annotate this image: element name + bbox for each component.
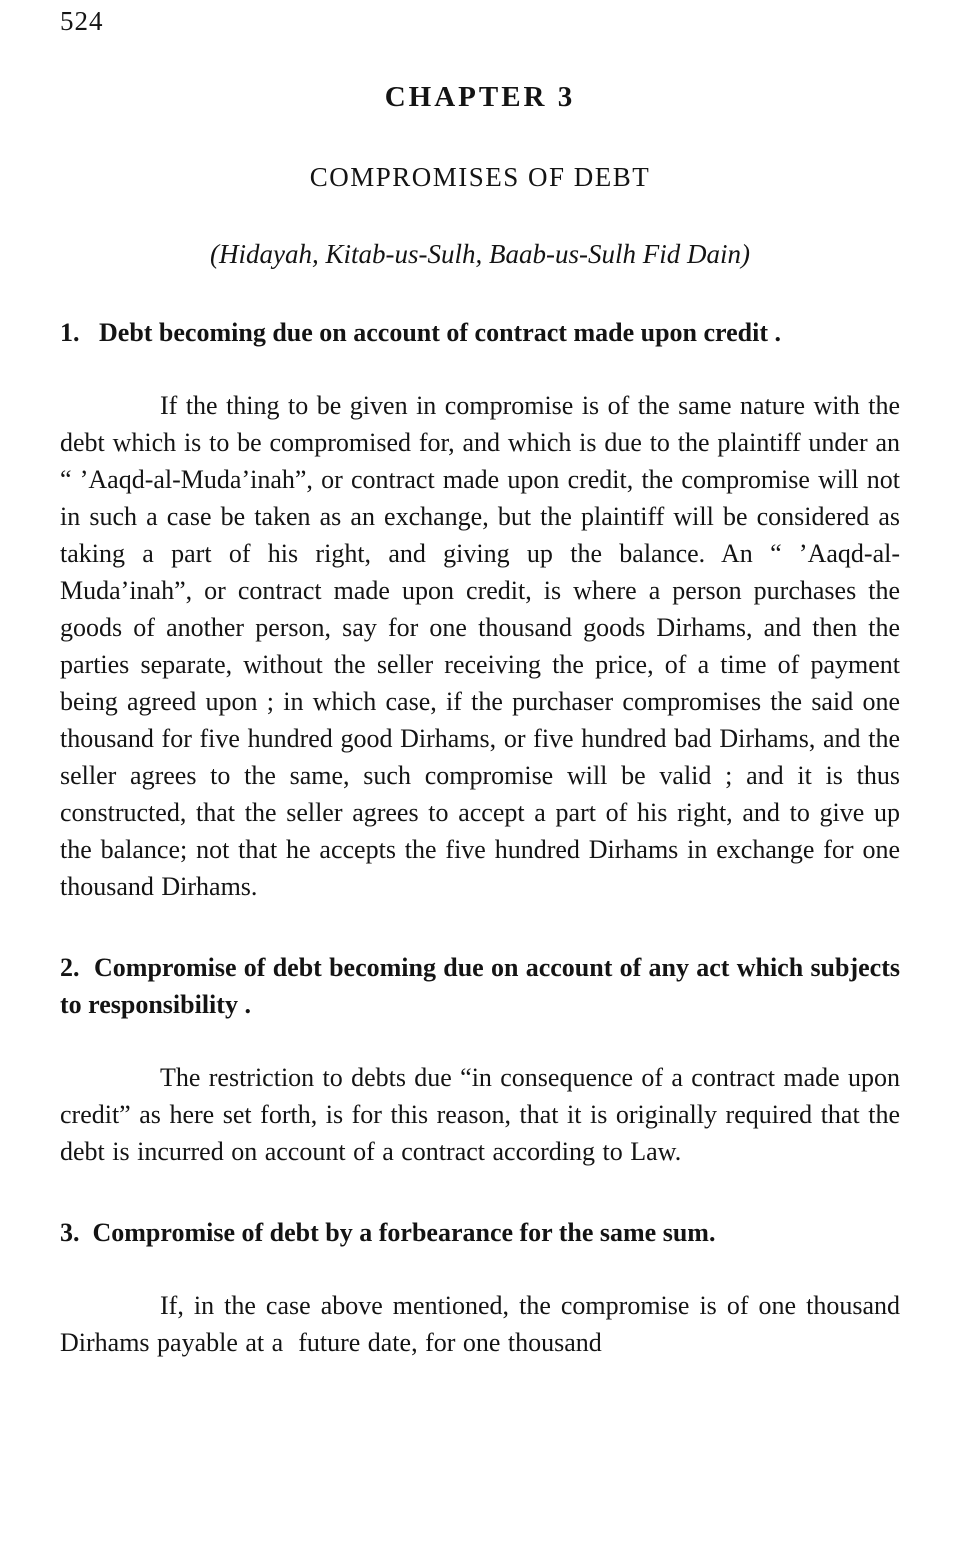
section-1 bbox=[60, 314, 900, 905]
section-1-paragraph: If the thing to be given in compromise is of the same nature with the debt which is to be compromised for, and which is due to the plaintiff under an “ ’Aaqd-al-Muda’inah”, or contract made upon credit, the compromise will not in such a case be taken as an exchange, but the plaintiff will be considered as taking a part of his right, and giving up the balance. An “ ’Aaqd-al-Muda’inah”, or contract made upon credit, is where a person purchases the goods of another person, say for one thousand goods Dirhams, and then the parties separate, without the seller receiving the price, of a time of payment being agreed upon ; in which case, if the purchaser compromises the said one thousand for five hundred good Dirhams, or five hundred bad Dirhams, and the seller agrees to the same, such compromise will be valid ; and it is thus constructed, that the seller agrees to accept a part of his right, and to give up the balance; not that he accepts the five hundred Dirhams in exchange for one thousand Dirhams. bbox=[60, 391, 900, 901]
section-3 bbox=[60, 1214, 900, 1361]
section-3-paragraph: If, in the case above mentioned, the compromise is of one thousand Dirhams payable at a future date, for one thousand bbox=[60, 1291, 900, 1357]
source-citation: (Hidayah, Kitab-us-Sulh, Baab-us-Sulh Fid Dain) bbox=[210, 239, 750, 269]
page-number: 524 bbox=[60, 6, 104, 36]
section-2 bbox=[60, 949, 900, 1170]
section-2-paragraph: The restriction to debts due “in consequence of a contract made upon credit” as here set forth, is for this reason, that it is originally required that the debt is incurred on account of a contract according to Law. bbox=[60, 1063, 900, 1166]
chapter-heading: CHAPTER 3 bbox=[384, 81, 576, 113]
section-3-heading: 3. Compromise of debt by a forbearance for the same sum. bbox=[60, 1218, 716, 1247]
section-1-heading: 1. Debt becoming due on account of contract made upon credit . bbox=[60, 318, 781, 347]
chapter-title: COMPROMISES OF DEBT bbox=[309, 162, 651, 192]
section-2-heading: 2. Compromise of debt becoming due on account of any act which subjects to responsibility . bbox=[60, 953, 900, 1019]
